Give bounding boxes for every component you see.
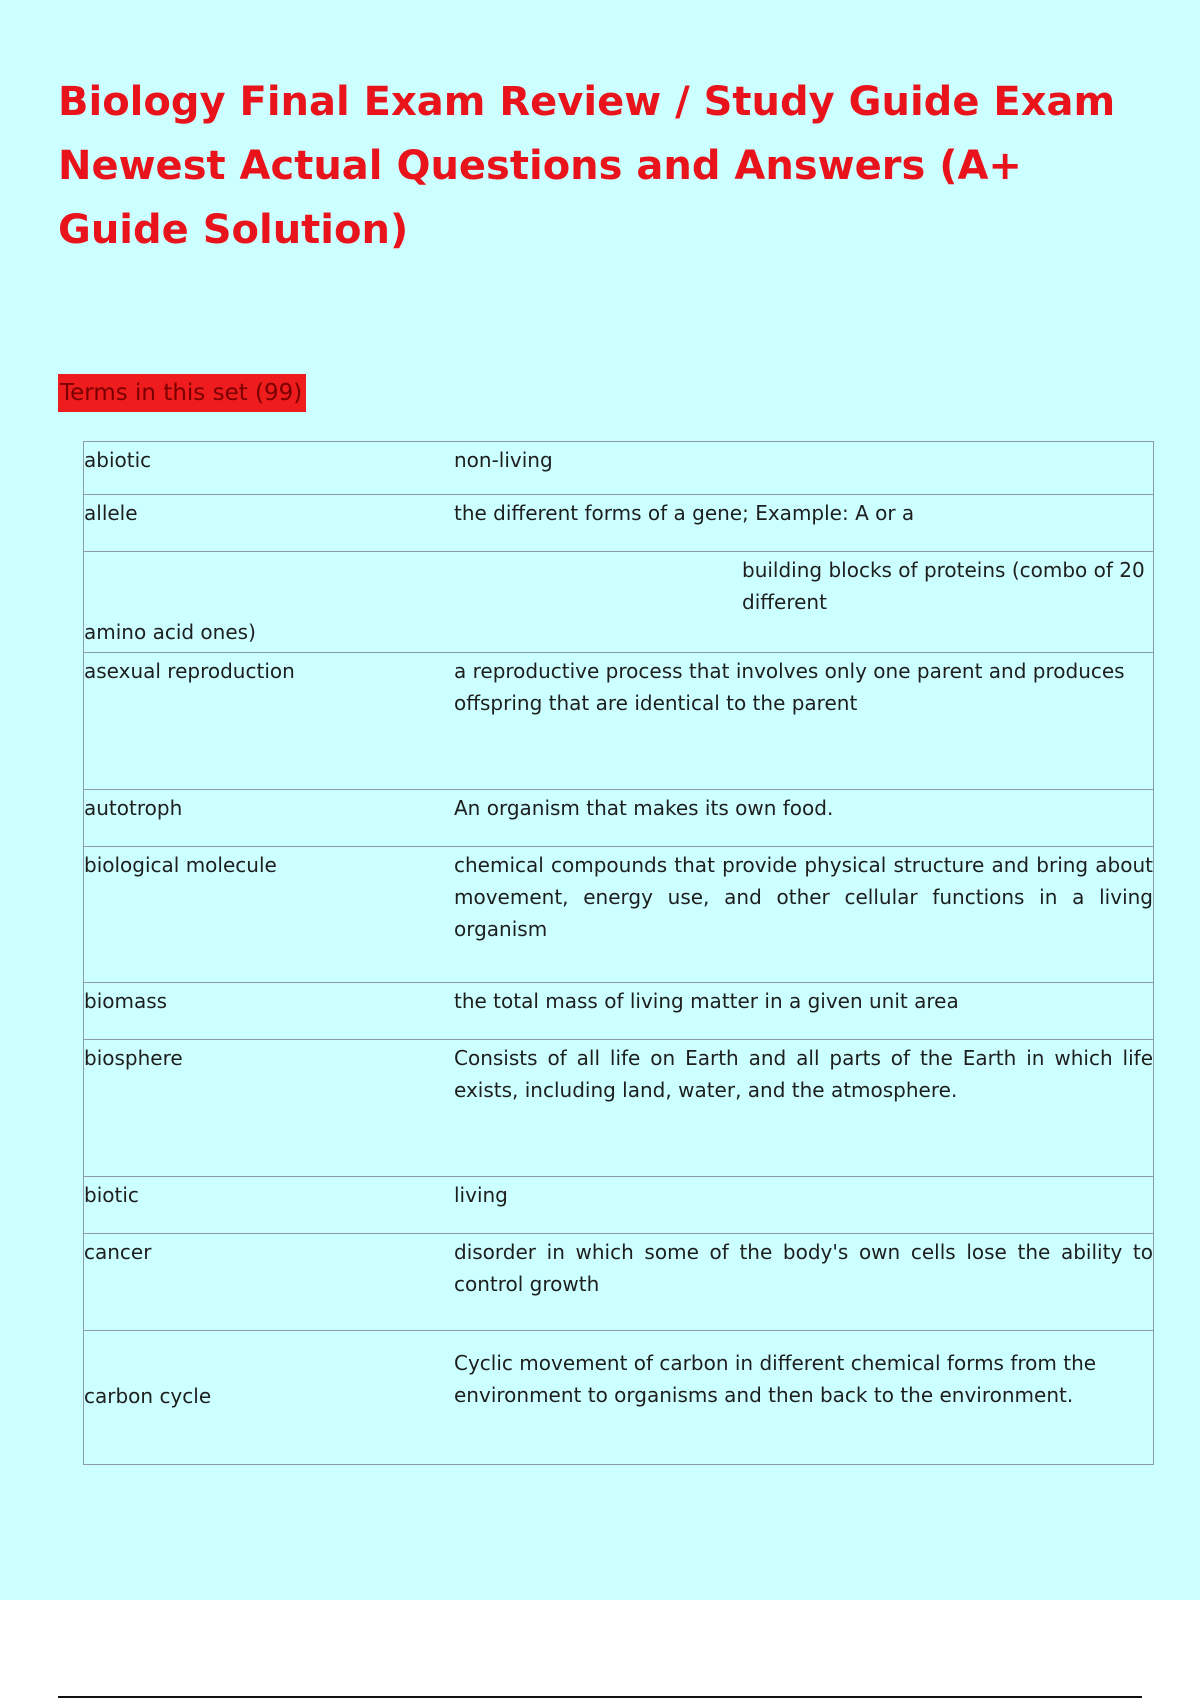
definition-cell: disorder in which some of the body's own cells lose the ability to control growth xyxy=(454,1240,1153,1296)
term-cell xyxy=(84,1331,455,1465)
definition-cell: An organism that makes its own food. xyxy=(454,796,834,820)
definition-cell xyxy=(454,552,1154,653)
table-row xyxy=(84,847,1154,983)
table-row xyxy=(84,552,1154,653)
term-cell: asexual reproduction xyxy=(84,659,295,683)
term-cell: allele xyxy=(84,501,138,525)
term-cell xyxy=(84,552,455,653)
definition-cell: living xyxy=(454,1183,508,1207)
definition-cell: the total mass of living matter in a given unit area xyxy=(454,989,959,1013)
table-row xyxy=(84,442,1154,495)
table-row xyxy=(84,653,1154,790)
table-row xyxy=(84,1234,1154,1331)
document-title: Biology Final Exam Review / Study Guide Exam Newest Actual Questions and Answers (A+ Guide Solution) xyxy=(58,79,1116,253)
table-row xyxy=(84,1040,1154,1177)
term-cell: biosphere xyxy=(84,1046,183,1070)
table-row xyxy=(84,1177,1154,1234)
terms-table xyxy=(83,441,1154,1465)
definition-text: building blocks of proteins (combo of 20 different xyxy=(742,558,1145,614)
definition-cell: Consists of all life on Earth and all parts of the Earth in which life exists, including land, water, and the atmosphere. xyxy=(454,1046,1153,1102)
definition-cell: chemical compounds that provide physical structure and bring about movement, energy use, and other cellular functions in a living organism xyxy=(454,853,1153,941)
footer-rule xyxy=(58,1696,1142,1698)
term-cell: biological molecule xyxy=(84,853,277,877)
definition-cell: Cyclic movement of carbon in different chemical forms from the environment to organisms and then back to the environment. xyxy=(454,1351,1097,1407)
table-row xyxy=(84,790,1154,847)
table-row xyxy=(84,1331,1154,1465)
definition-cell: non-living xyxy=(454,448,553,472)
term-cell: biotic xyxy=(84,1183,139,1207)
terms-count-badge: Terms in this set (99) xyxy=(58,374,306,412)
term-cell: cancer xyxy=(84,1240,152,1264)
term-text: amino acid ones) xyxy=(84,620,256,644)
table-row xyxy=(84,495,1154,552)
definition-cell: the different forms of a gene; Example: A or a xyxy=(454,501,915,525)
term-cell: autotroph xyxy=(84,796,183,820)
term-cell: abiotic xyxy=(84,448,152,472)
table-row xyxy=(84,983,1154,1040)
term-text: carbon cycle xyxy=(84,1384,212,1408)
definition-cell: a reproductive process that involves only one parent and produces offspring that are identical to the parent xyxy=(454,659,1125,715)
term-cell: biomass xyxy=(84,989,168,1013)
